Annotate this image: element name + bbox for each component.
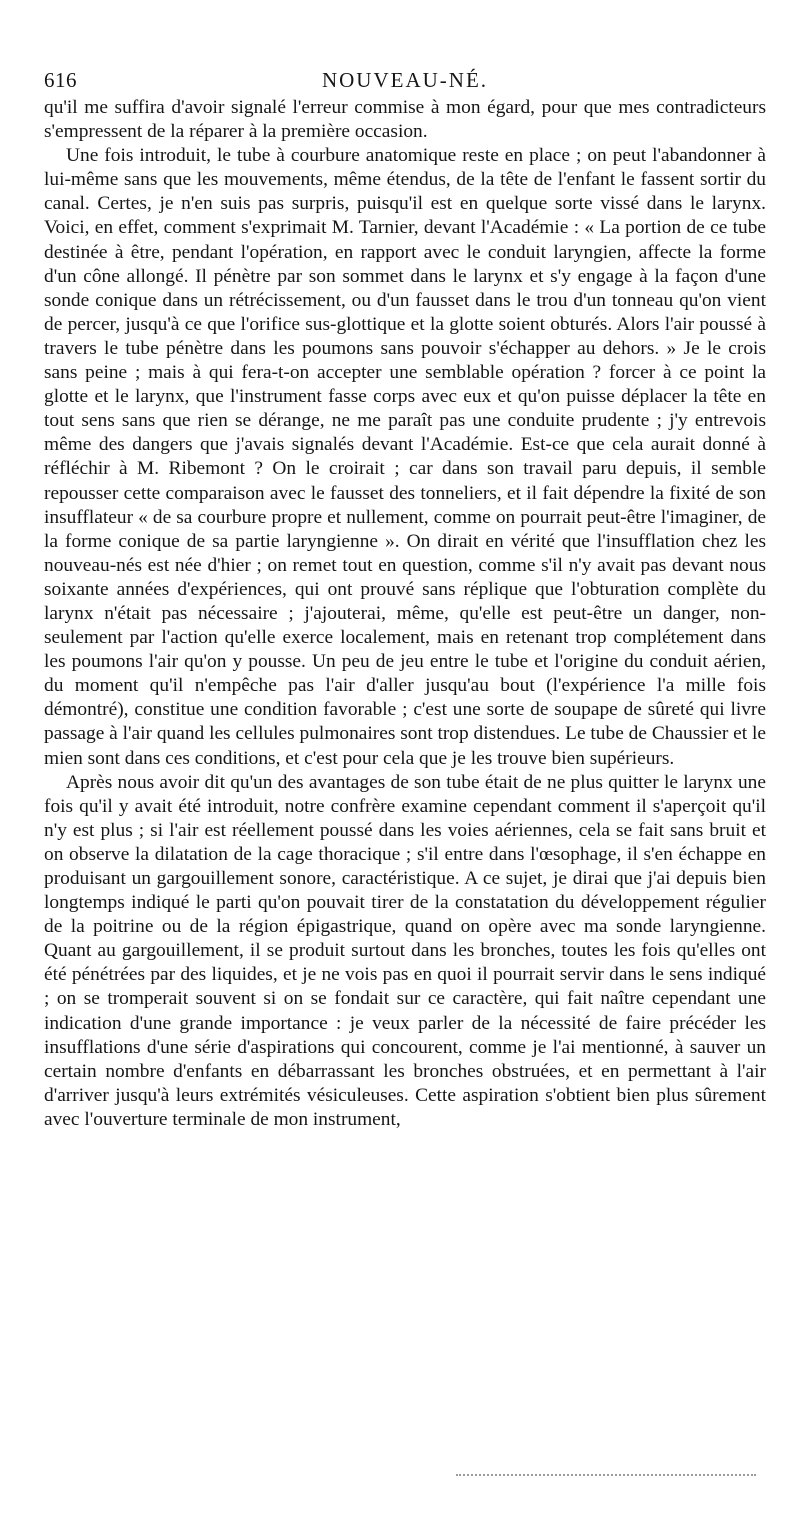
page-header [44, 60, 766, 96]
running-head: NOUVEAU-NÉ. [321, 68, 489, 92]
paragraph-continuation: qu'il me suffira d'avoir signalé l'erreur commise à mon égard, pour que mes contradicteurs s'empressent de la réparer à la première occasion. [44, 97, 766, 143]
bottom-dotted-line [456, 1474, 756, 1476]
paragraph-avantages-tube: Après nous avoir dit qu'un des avantages de son tube était de ne plus quitter le larynx une fois qu'il y avait été introduit, notre confrère examine cependant comment il s'aperçoit qu'il n'y est plus ; si l'air est réellement poussé dans les voies aériennes, cela se fait sans bruit et on observe la dilatation de la cage thoracique ; s'il entre dans l'œsophage, il s'en échappe en produisant un gargouillement sonore, caractéristique. A ce sujet, je dirai que j'ai depuis bien longtemps indiqué le parti qu'on pouvait tirer de la constatation du développement régulier de la poitrine ou de la région épigastrique, quand on opère avec ma sonde laryngienne. Quant au gargouillement, il se produit surtout dans les bronches, toutes les fois qu'elles ont été pénétrées par des liquides, et je ne vois pas en quoi il pourrait servir dans le sens indiqué ; on se tromperait souvent si on se fondait sur ce caractère, qui fait naître cependant une indication d'une grande importance : je veux parler de la nécessité de faire précéder les insufflations d'une série d'aspirations qui concourent, comme je l'ai mentionné, à sauver un certain nombre d'enfants en débarrassant les bronches obstruées, et en permettant à l'air d'arriver jusqu'à leurs extrémités vésiculeuses. Cette aspiration s'obtient bien plus sûrement avec l'ouverture terminale de mon instrument, [44, 771, 766, 1130]
book-page [44, 60, 766, 1132]
page-number: 616 [44, 68, 77, 92]
body-text [44, 96, 766, 1132]
paragraph-tube-anatomique: Une fois introduit, le tube à courbure anatomique reste en place ; on peut l'abandonner à lui-même sans que les mouvements, même étendus, de la tête de l'enfant le fassent sortir du canal. Certes, je n'en suis pas surpris, puisqu'il est en quelque sorte vissé dans le larynx. Voici, en effet, comment s'exprimait M. Tarnier, devant l'Académie : « La portion de ce tube destinée à être, pendant l'opération, en rapport avec le conduit laryngien, affecte la forme d'un cône allongé. Il pénètre par son sommet dans le larynx et s'y engage à la façon d'une sonde conique dans un rétrécissement, ou d'un fausset dans le trou d'un tonneau qu'on vient de percer, jusqu'à ce que l'orifice sus-glottique et la glotte soient obturés. Alors l'air poussé à travers le tube pénètre dans les poumons sans pouvoir s'échapper au dehors. » Je le crois sans peine ; mais à qui fera-t-on accepter une semblable opération ? forcer à ce point la glotte et le larynx, que l'instrument fasse corps avec eux et qu'on puisse déplacer la tête en tout sens sans que rien se dérange, ne me paraît pas une conduite prudente ; j'y entrevois même des dangers que j'avais signalés devant l'Académie. Est-ce que cela aurait donné à réfléchir à M. Ribemont ? On le croirait ; car dans son travail paru depuis, il semble repousser cette comparaison avec le fausset des tonneliers, et il fait dépendre la fixité de son insufflateur « de sa courbure propre et nullement, comme on pourrait peut-être l'imaginer, de la forme conique de sa partie laryngienne ». On dirait en vérité que l'insufflation chez les nouveau-nés est née d'hier ; on remet tout en question, comme s'il n'y avait pas devant nous soixante années d'expériences, qui ont prouvé sans réplique que l'obturation complète du larynx n'était pas nécessaire ; j'ajouterai, même, qu'elle est peut-être un danger, non-seulement par l'action qu'elle exerce localement, mais en retenant trop complétement dans les poumons l'air qu'on y pousse. Un peu de jeu entre le tube et l'origine du conduit aérien, du moment qu'il n'empêche pas l'air d'aller jusqu'au bout (l'expérience l'a mille fois démontré), constitue une condition favorable ; c'est une sorte de soupape de sûreté qui livre passage à l'air quand les cellules pulmonaires sont trop distendues. Le tube de Chaussier et le mien sont dans ces conditions, et c'est pour cela que je les trouve bien supérieurs. [44, 145, 766, 769]
